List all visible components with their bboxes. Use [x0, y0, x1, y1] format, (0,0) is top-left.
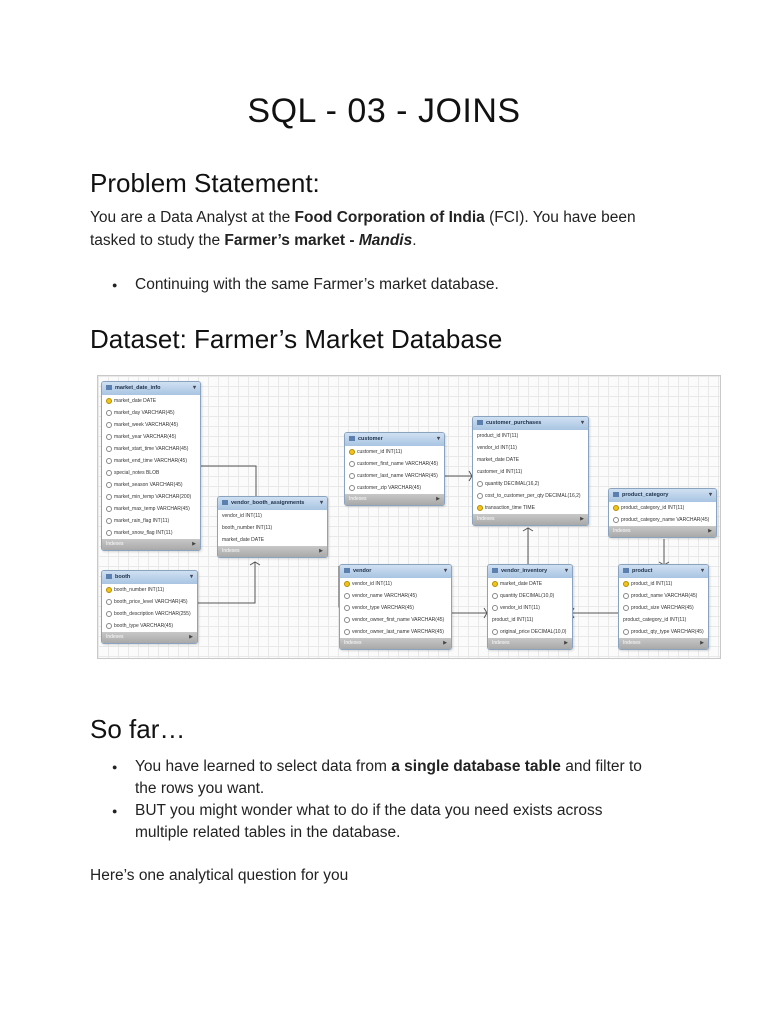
er-column-text: vendor_id INT(11) — [352, 581, 392, 587]
table-icon — [222, 500, 228, 505]
er-column — [102, 443, 200, 455]
problem-line1-end: (FCI). You have been — [484, 209, 636, 226]
er-table-footer — [102, 539, 200, 550]
column-icon — [623, 593, 629, 599]
er-table-product-category — [608, 488, 717, 538]
bullet2-line1: BUT you might wonder what to do if the data you need exists across — [135, 802, 603, 819]
indexes-label: Indexes — [222, 548, 240, 554]
er-column — [473, 502, 588, 514]
er-column-text: vendor_id INT(11) — [500, 605, 540, 611]
er-column — [473, 454, 588, 466]
er-column-text: vendor_owner_last_name VARCHAR(45) — [352, 629, 444, 635]
er-column — [102, 608, 197, 620]
er-column — [345, 470, 444, 482]
table-icon — [623, 568, 629, 573]
er-column-text: customer_id INT(11) — [477, 469, 523, 475]
er-column — [102, 419, 200, 431]
er-column-text: booth_price_level VARCHAR(45) — [114, 599, 188, 605]
er-table-footer — [340, 638, 451, 649]
er-column-text: product_qty_type VARCHAR(45) — [631, 629, 704, 635]
chevron-down-icon: ▾ — [192, 385, 196, 391]
er-column-text: market_date DATE — [114, 398, 157, 404]
column-icon — [492, 605, 498, 611]
chevron-down-icon: ▾ — [443, 568, 447, 574]
key-icon — [492, 581, 498, 587]
er-table-customer-purchases — [472, 416, 589, 526]
er-table-name: product_category — [622, 492, 669, 498]
er-column-text: vendor_id INT(11) — [222, 513, 262, 519]
er-table-name: booth — [115, 574, 131, 580]
bullet1-start: You have learned to select data from — [135, 758, 392, 775]
er-table-footer — [473, 514, 588, 525]
expand-arrow-icon: ▶ — [189, 634, 193, 640]
er-column — [488, 614, 572, 626]
column-icon — [106, 410, 112, 416]
er-table-name: customer_purchases — [486, 420, 542, 426]
er-column-text: market_day VARCHAR(45) — [114, 410, 175, 416]
so-far-bullet-list — [90, 756, 690, 844]
er-column — [473, 490, 588, 502]
er-column-text: quantity DECIMAL(16,2) — [485, 481, 540, 487]
er-column-text: market_start_time VARCHAR(45) — [114, 446, 189, 452]
expand-arrow-icon: ▶ — [443, 640, 447, 646]
bullet2-line2: multiple related tables in the database. — [135, 824, 401, 841]
er-column — [102, 596, 197, 608]
er-column — [609, 514, 716, 526]
er-column — [340, 578, 451, 590]
column-icon — [344, 617, 350, 623]
column-icon — [623, 629, 629, 635]
er-column — [473, 430, 588, 442]
chevron-down-icon: ▾ — [708, 492, 712, 498]
er-column-text: product_category_name VARCHAR(45) — [621, 517, 710, 523]
expand-arrow-icon: ▶ — [436, 496, 440, 502]
er-table-footer — [609, 526, 716, 537]
er-table-name: customer — [358, 436, 383, 442]
table-icon — [344, 568, 350, 573]
so-far-heading: So far… — [90, 714, 186, 744]
er-column — [619, 614, 708, 626]
farmers-market-text: Farmer’s market - — [224, 232, 359, 249]
key-icon — [106, 587, 112, 593]
er-column — [340, 626, 451, 638]
column-icon — [349, 473, 355, 479]
indexes-label: Indexes — [613, 528, 631, 534]
er-column-text: product_category_id INT(11) — [621, 505, 685, 511]
er-column — [345, 446, 444, 458]
key-icon — [623, 581, 629, 587]
chevron-down-icon: ▾ — [564, 568, 568, 574]
er-table-name: product — [632, 568, 653, 574]
er-table-footer — [619, 638, 708, 649]
er-table-header — [473, 417, 588, 430]
er-column-text: market_season VARCHAR(45) — [114, 482, 183, 488]
column-icon — [492, 629, 498, 635]
er-column — [102, 479, 200, 491]
er-column — [619, 626, 708, 638]
er-table-header — [102, 382, 200, 395]
column-icon — [106, 482, 112, 488]
table-icon — [492, 568, 498, 573]
er-column — [102, 620, 197, 632]
column-icon — [613, 517, 619, 523]
er-table-name: market_date_info — [115, 385, 161, 391]
er-column — [488, 602, 572, 614]
er-column-text: market_week VARCHAR(45) — [114, 422, 179, 428]
er-table-market-date-info — [101, 381, 201, 551]
column-icon — [106, 506, 112, 512]
single-table-text: a single database table — [391, 758, 561, 775]
er-column-text: vendor_name VARCHAR(45) — [352, 593, 417, 599]
column-icon — [106, 494, 112, 500]
er-column-text: product_name VARCHAR(45) — [631, 593, 698, 599]
column-icon — [477, 481, 483, 487]
er-table-header — [345, 433, 444, 446]
er-table-vendor-inventory — [487, 564, 573, 650]
er-table-footer — [488, 638, 572, 649]
problem-bullet-list — [90, 274, 690, 296]
er-column-text: vendor_owner_first_name VARCHAR(45) — [352, 617, 445, 623]
indexes-label: Indexes — [344, 640, 362, 646]
er-column-text: customer_zip VARCHAR(45) — [357, 485, 422, 491]
er-column-text: market_max_temp VARCHAR(45) — [114, 506, 190, 512]
column-icon — [477, 493, 483, 499]
column-icon — [106, 470, 112, 476]
er-column — [488, 590, 572, 602]
column-icon — [492, 593, 498, 599]
column-icon — [106, 623, 112, 629]
er-column — [218, 534, 327, 546]
er-column — [619, 590, 708, 602]
problem-line2-start: tasked to study the — [90, 232, 225, 249]
column-icon — [106, 422, 112, 428]
er-column-text: booth_number INT(11) — [222, 525, 273, 531]
er-column — [340, 590, 451, 602]
er-column — [102, 527, 200, 539]
er-table-product — [618, 564, 709, 650]
expand-arrow-icon: ▶ — [192, 541, 196, 547]
er-column-text: market_date DATE — [477, 457, 520, 463]
er-column — [619, 602, 708, 614]
er-column — [619, 578, 708, 590]
er-table-name: vendor — [353, 568, 372, 574]
er-column-text: market_date DATE — [500, 581, 543, 587]
er-column-text: original_price DECIMAL(10,0) — [500, 629, 567, 635]
er-column — [345, 458, 444, 470]
table-icon — [106, 385, 112, 390]
expand-arrow-icon: ▶ — [580, 516, 584, 522]
er-table-header — [218, 497, 327, 510]
er-column-text: cost_to_customer_per_qty DECIMAL(16,2) — [485, 493, 581, 499]
er-column-text: customer_last_name VARCHAR(45) — [357, 473, 438, 479]
bullet1-end: and filter to — [560, 758, 642, 775]
er-column — [102, 407, 200, 419]
er-table-header — [102, 571, 197, 584]
er-column-text: product_id INT(11) — [492, 617, 534, 623]
list-item: ● Continuing with the same Farmer’s market database. — [90, 274, 690, 296]
er-column — [102, 515, 200, 527]
key-icon — [477, 505, 483, 511]
er-column-text: market_date DATE — [222, 537, 265, 543]
er-column — [102, 455, 200, 467]
er-column-text: market_min_temp VARCHAR(200) — [114, 494, 192, 500]
er-column-text: product_category_id INT(11) — [623, 617, 687, 623]
column-icon — [106, 458, 112, 464]
er-column — [473, 478, 588, 490]
bullet1-continuation: the rows you want. — [135, 780, 265, 797]
table-icon — [477, 420, 483, 425]
er-diagram — [97, 375, 721, 659]
er-column — [609, 502, 716, 514]
indexes-label: Indexes — [492, 640, 510, 646]
er-column — [102, 395, 200, 407]
expand-arrow-icon: ▶ — [708, 528, 712, 534]
list-item — [90, 800, 690, 844]
er-column — [345, 482, 444, 494]
er-column — [488, 626, 572, 638]
er-column — [488, 578, 572, 590]
er-table-header — [619, 565, 708, 578]
er-table-footer — [345, 494, 444, 505]
er-table-header — [340, 565, 451, 578]
mandis-text: Mandis — [358, 232, 413, 249]
er-column-text: product_id INT(11) — [477, 433, 519, 439]
er-table-header — [488, 565, 572, 578]
er-table-vendor-booth-assignments — [217, 496, 328, 558]
er-column-text: market_year VARCHAR(45) — [114, 434, 177, 440]
er-column-text: transaction_time TIME — [485, 505, 535, 511]
er-table-name: vendor_inventory — [501, 568, 548, 574]
er-column-text: quantity DECIMAL(10,0) — [500, 593, 555, 599]
column-icon — [106, 518, 112, 524]
relationship-line — [196, 562, 255, 603]
er-column-text: customer_first_name VARCHAR(45) — [357, 461, 439, 467]
er-column — [473, 466, 588, 478]
er-column — [102, 503, 200, 515]
er-column-text: booth_number INT(11) — [114, 587, 165, 593]
column-icon — [349, 461, 355, 467]
expand-arrow-icon: ▶ — [700, 640, 704, 646]
er-table-customer — [344, 432, 445, 506]
er-column-text: product_id INT(11) — [631, 581, 673, 587]
list-item — [90, 756, 690, 800]
er-column — [102, 584, 197, 596]
er-column-text: booth_description VARCHAR(255) — [114, 611, 191, 617]
er-table-name: vendor_booth_assignments — [231, 500, 305, 506]
er-column — [102, 491, 200, 503]
column-icon — [623, 605, 629, 611]
er-column-text: product_size VARCHAR(45) — [631, 605, 694, 611]
table-icon — [106, 574, 112, 579]
column-icon — [106, 434, 112, 440]
expand-arrow-icon: ▶ — [319, 548, 323, 554]
indexes-label: Indexes — [623, 640, 641, 646]
er-table-footer — [102, 632, 197, 643]
column-icon — [344, 605, 350, 611]
er-column — [340, 602, 451, 614]
er-column-text: vendor_id INT(11) — [477, 445, 517, 451]
er-table-footer — [218, 546, 327, 557]
document-title: SQL - 03 - JOINS — [247, 92, 521, 130]
column-icon — [106, 599, 112, 605]
indexes-label: Indexes — [106, 541, 124, 547]
er-column-text: market_rain_flag INT(11) — [114, 518, 170, 524]
fci-name: Food Corporation of India — [294, 209, 485, 226]
chevron-down-icon: ▾ — [580, 420, 584, 426]
key-icon — [106, 398, 112, 404]
chevron-down-icon: ▾ — [700, 568, 704, 574]
problem-statement-text — [90, 206, 690, 252]
er-column — [218, 522, 327, 534]
expand-arrow-icon: ▶ — [564, 640, 568, 646]
table-icon — [613, 492, 619, 497]
er-table-booth — [101, 570, 198, 644]
column-icon — [106, 530, 112, 536]
problem-statement-heading: Problem Statement: — [90, 168, 320, 198]
er-column — [102, 467, 200, 479]
indexes-label: Indexes — [477, 516, 495, 522]
er-column-text: customer_id INT(11) — [357, 449, 403, 455]
er-table-vendor — [339, 564, 452, 650]
er-column-text: market_snow_flag INT(11) — [114, 530, 173, 536]
column-icon — [344, 629, 350, 635]
er-column-text: special_notes BLOB — [114, 470, 160, 476]
column-icon — [344, 593, 350, 599]
column-icon — [349, 485, 355, 491]
er-column — [473, 442, 588, 454]
chevron-down-icon: ▾ — [436, 436, 440, 442]
er-column — [340, 614, 451, 626]
chevron-down-icon: ▾ — [189, 574, 193, 580]
dataset-heading: Dataset: Farmer’s Market Database — [90, 324, 503, 354]
indexes-label: Indexes — [349, 496, 367, 502]
column-icon — [106, 611, 112, 617]
chevron-down-icon: ▾ — [319, 500, 323, 506]
key-icon — [349, 449, 355, 455]
er-column-text: vendor_type VARCHAR(45) — [352, 605, 414, 611]
problem-line2-end: . — [412, 232, 417, 249]
problem-line1-start: You are a Data Analyst at the — [90, 209, 295, 226]
indexes-label: Indexes — [106, 634, 124, 640]
er-column-text: booth_type VARCHAR(45) — [114, 623, 174, 629]
column-icon — [106, 446, 112, 452]
key-icon — [613, 505, 619, 511]
er-table-header — [609, 489, 716, 502]
table-icon — [349, 436, 355, 441]
closing-text: Here’s one analytical question for you — [90, 867, 349, 884]
key-icon — [344, 581, 350, 587]
er-column — [218, 510, 327, 522]
er-column-text: market_end_time VARCHAR(45) — [114, 458, 187, 464]
er-column — [102, 431, 200, 443]
